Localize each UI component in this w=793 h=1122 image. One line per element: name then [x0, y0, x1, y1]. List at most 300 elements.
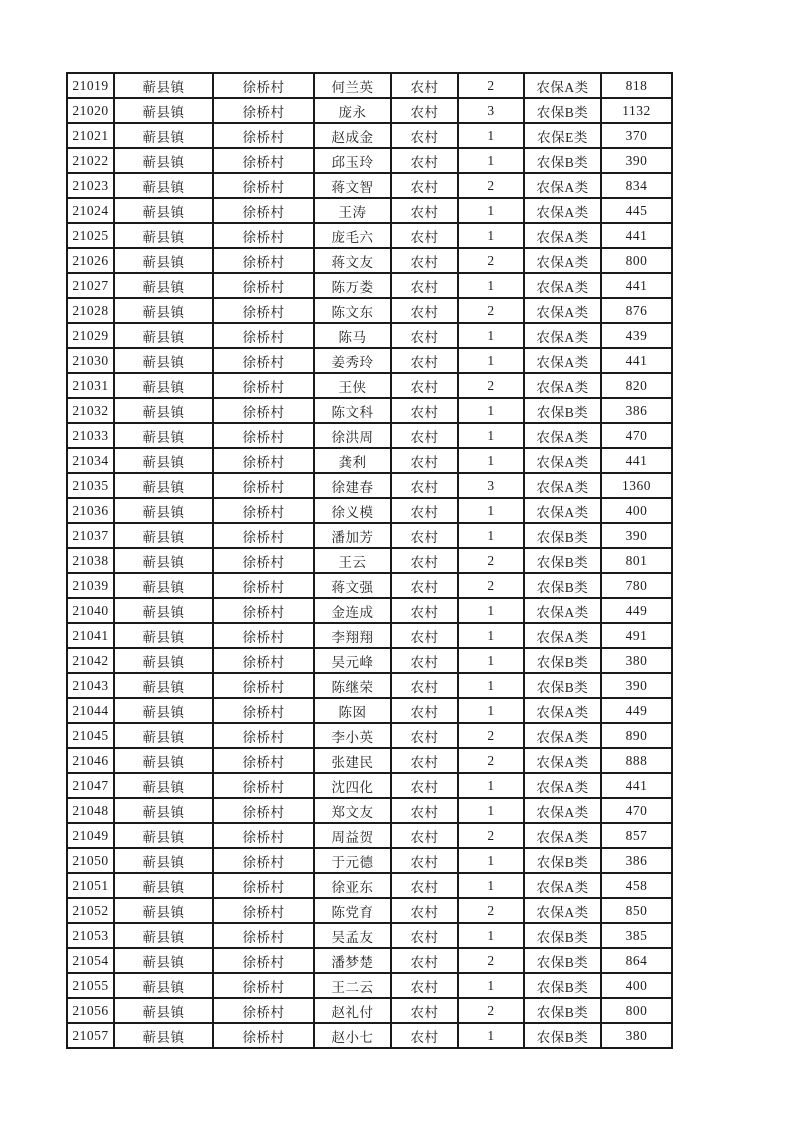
- village-cell: 徐桥村: [213, 248, 314, 273]
- town-cell: 蕲县镇: [114, 648, 213, 673]
- town-cell: 蕲县镇: [114, 248, 213, 273]
- table-row: [67, 1023, 672, 1048]
- table-row: [67, 498, 672, 523]
- record-id-cell: 21028: [67, 298, 114, 323]
- amount-cell: 857: [601, 823, 672, 848]
- insurance-category-cell: 农保B类: [524, 998, 601, 1023]
- town-cell: 蕲县镇: [114, 323, 213, 348]
- town-cell: 蕲县镇: [114, 223, 213, 248]
- household-count-cell: 2: [458, 748, 524, 773]
- table-row: [67, 148, 672, 173]
- record-id-cell: 21053: [67, 923, 114, 948]
- person-name-cell: 徐亚东: [314, 873, 391, 898]
- record-id-cell: 21047: [67, 773, 114, 798]
- residence-type-cell: 农村: [391, 448, 458, 473]
- insurance-category-cell: 农保A类: [524, 823, 601, 848]
- town-cell: 蕲县镇: [114, 148, 213, 173]
- person-name-cell: 李翔翔: [314, 623, 391, 648]
- table-row: [67, 998, 672, 1023]
- table-row: [67, 448, 672, 473]
- residence-type-cell: 农村: [391, 248, 458, 273]
- town-cell: 蕲县镇: [114, 823, 213, 848]
- residence-type-cell: 农村: [391, 523, 458, 548]
- person-name-cell: 于元德: [314, 848, 391, 873]
- residence-type-cell: 农村: [391, 673, 458, 698]
- town-cell: 蕲县镇: [114, 273, 213, 298]
- record-id-cell: 21038: [67, 548, 114, 573]
- record-id-cell: 21044: [67, 698, 114, 723]
- amount-cell: 888: [601, 748, 672, 773]
- amount-cell: 441: [601, 448, 672, 473]
- residence-type-cell: 农村: [391, 823, 458, 848]
- person-name-cell: 何兰英: [314, 73, 391, 98]
- residence-type-cell: 农村: [391, 423, 458, 448]
- residence-type-cell: 农村: [391, 498, 458, 523]
- town-cell: 蕲县镇: [114, 373, 213, 398]
- amount-cell: 380: [601, 1023, 672, 1048]
- residence-type-cell: 农村: [391, 873, 458, 898]
- village-cell: 徐桥村: [213, 973, 314, 998]
- record-id-cell: 21046: [67, 748, 114, 773]
- amount-cell: 801: [601, 548, 672, 573]
- insurance-category-cell: 农保B类: [524, 523, 601, 548]
- town-cell: 蕲县镇: [114, 173, 213, 198]
- amount-cell: 470: [601, 798, 672, 823]
- village-cell: 徐桥村: [213, 148, 314, 173]
- person-name-cell: 陈文东: [314, 298, 391, 323]
- record-id-cell: 21037: [67, 523, 114, 548]
- table-row: [67, 473, 672, 498]
- household-count-cell: 1: [458, 623, 524, 648]
- insurance-category-cell: 农保A类: [524, 248, 601, 273]
- village-cell: 徐桥村: [213, 448, 314, 473]
- village-cell: 徐桥村: [213, 298, 314, 323]
- household-count-cell: 1: [458, 498, 524, 523]
- amount-cell: 400: [601, 498, 672, 523]
- record-id-cell: 21043: [67, 673, 114, 698]
- person-name-cell: 陈马: [314, 323, 391, 348]
- household-count-cell: 1: [458, 323, 524, 348]
- table-row: [67, 398, 672, 423]
- residence-type-cell: 农村: [391, 123, 458, 148]
- table-row: [67, 848, 672, 873]
- person-name-cell: 陈继荣: [314, 673, 391, 698]
- village-cell: 徐桥村: [213, 348, 314, 373]
- household-count-cell: 2: [458, 73, 524, 98]
- person-name-cell: 陈囡: [314, 698, 391, 723]
- town-cell: 蕲县镇: [114, 873, 213, 898]
- table-row: [67, 348, 672, 373]
- insurance-category-cell: 农保B类: [524, 398, 601, 423]
- residence-type-cell: 农村: [391, 748, 458, 773]
- record-id-cell: 21031: [67, 373, 114, 398]
- amount-cell: 441: [601, 348, 672, 373]
- table-row: [67, 823, 672, 848]
- person-name-cell: 周益贺: [314, 823, 391, 848]
- insurance-category-cell: 农保B类: [524, 98, 601, 123]
- insurance-category-cell: 农保B类: [524, 973, 601, 998]
- amount-cell: 1360: [601, 473, 672, 498]
- amount-cell: 800: [601, 998, 672, 1023]
- household-count-cell: 1: [458, 223, 524, 248]
- town-cell: 蕲县镇: [114, 998, 213, 1023]
- insurance-category-cell: 农保A类: [524, 798, 601, 823]
- insurance-category-cell: 农保E类: [524, 123, 601, 148]
- amount-cell: 386: [601, 398, 672, 423]
- household-count-cell: 1: [458, 1023, 524, 1048]
- insurance-category-cell: 农保A类: [524, 348, 601, 373]
- residence-type-cell: 农村: [391, 348, 458, 373]
- household-count-cell: 2: [458, 573, 524, 598]
- insurance-category-cell: 农保A类: [524, 198, 601, 223]
- household-count-cell: 3: [458, 473, 524, 498]
- residence-type-cell: 农村: [391, 598, 458, 623]
- table-row: [67, 698, 672, 723]
- household-count-cell: 1: [458, 673, 524, 698]
- town-cell: 蕲县镇: [114, 98, 213, 123]
- table-row: [67, 773, 672, 798]
- household-count-cell: 2: [458, 898, 524, 923]
- household-count-cell: 1: [458, 273, 524, 298]
- town-cell: 蕲县镇: [114, 123, 213, 148]
- amount-cell: 441: [601, 273, 672, 298]
- amount-cell: 390: [601, 148, 672, 173]
- amount-cell: 449: [601, 598, 672, 623]
- household-count-cell: 2: [458, 248, 524, 273]
- residence-type-cell: 农村: [391, 723, 458, 748]
- town-cell: 蕲县镇: [114, 448, 213, 473]
- table-row: [67, 798, 672, 823]
- town-cell: 蕲县镇: [114, 698, 213, 723]
- household-count-cell: 2: [458, 173, 524, 198]
- table-row: [67, 98, 672, 123]
- record-id-cell: 21019: [67, 73, 114, 98]
- record-id-cell: 21048: [67, 798, 114, 823]
- residence-type-cell: 农村: [391, 1023, 458, 1048]
- household-count-cell: 1: [458, 773, 524, 798]
- town-cell: 蕲县镇: [114, 673, 213, 698]
- table-row: [67, 673, 672, 698]
- village-cell: 徐桥村: [213, 823, 314, 848]
- table-row: [67, 748, 672, 773]
- table-row: [67, 923, 672, 948]
- record-id-cell: 21040: [67, 598, 114, 623]
- household-count-cell: 3: [458, 98, 524, 123]
- village-cell: 徐桥村: [213, 273, 314, 298]
- record-id-cell: 21020: [67, 98, 114, 123]
- town-cell: 蕲县镇: [114, 898, 213, 923]
- record-id-cell: 21034: [67, 448, 114, 473]
- table-row: [67, 373, 672, 398]
- person-name-cell: 陈党育: [314, 898, 391, 923]
- village-cell: 徐桥村: [213, 673, 314, 698]
- insurance-category-cell: 农保A类: [524, 748, 601, 773]
- village-cell: 徐桥村: [213, 473, 314, 498]
- residence-type-cell: 农村: [391, 848, 458, 873]
- table-row: [67, 898, 672, 923]
- person-name-cell: 徐建春: [314, 473, 391, 498]
- amount-cell: 470: [601, 423, 672, 448]
- household-count-cell: 1: [458, 698, 524, 723]
- town-cell: 蕲县镇: [114, 923, 213, 948]
- insurance-category-cell: 农保B类: [524, 573, 601, 598]
- records-table-body: [67, 73, 672, 1048]
- table-row: [67, 573, 672, 598]
- table-row: [67, 198, 672, 223]
- amount-cell: 380: [601, 648, 672, 673]
- record-id-cell: 21052: [67, 898, 114, 923]
- residence-type-cell: 农村: [391, 573, 458, 598]
- amount-cell: 390: [601, 673, 672, 698]
- town-cell: 蕲县镇: [114, 298, 213, 323]
- town-cell: 蕲县镇: [114, 198, 213, 223]
- household-count-cell: 1: [458, 923, 524, 948]
- insurance-category-cell: 农保B类: [524, 1023, 601, 1048]
- table-row: [67, 723, 672, 748]
- person-name-cell: 蒋文友: [314, 248, 391, 273]
- household-count-cell: 1: [458, 148, 524, 173]
- household-count-cell: 1: [458, 398, 524, 423]
- person-name-cell: 陈万娄: [314, 273, 391, 298]
- table-row: [67, 973, 672, 998]
- village-cell: 徐桥村: [213, 523, 314, 548]
- village-cell: 徐桥村: [213, 173, 314, 198]
- person-name-cell: 王云: [314, 548, 391, 573]
- amount-cell: 491: [601, 623, 672, 648]
- amount-cell: 449: [601, 698, 672, 723]
- amount-cell: 780: [601, 573, 672, 598]
- town-cell: 蕲县镇: [114, 1023, 213, 1048]
- record-id-cell: 21054: [67, 948, 114, 973]
- amount-cell: 439: [601, 323, 672, 348]
- person-name-cell: 郑文友: [314, 798, 391, 823]
- village-cell: 徐桥村: [213, 848, 314, 873]
- record-id-cell: 21033: [67, 423, 114, 448]
- household-count-cell: 1: [458, 798, 524, 823]
- table-row: [67, 948, 672, 973]
- residence-type-cell: 农村: [391, 198, 458, 223]
- household-count-cell: 1: [458, 423, 524, 448]
- amount-cell: 850: [601, 898, 672, 923]
- town-cell: 蕲县镇: [114, 798, 213, 823]
- village-cell: 徐桥村: [213, 873, 314, 898]
- person-name-cell: 沈四化: [314, 773, 391, 798]
- insurance-category-cell: 农保A类: [524, 723, 601, 748]
- record-id-cell: 21021: [67, 123, 114, 148]
- person-name-cell: 庞永: [314, 98, 391, 123]
- residence-type-cell: 农村: [391, 798, 458, 823]
- village-cell: 徐桥村: [213, 98, 314, 123]
- table-row: [67, 73, 672, 98]
- town-cell: 蕲县镇: [114, 748, 213, 773]
- village-cell: 徐桥村: [213, 123, 314, 148]
- table-row: [67, 648, 672, 673]
- residence-type-cell: 农村: [391, 773, 458, 798]
- insurance-category-cell: 农保A类: [524, 898, 601, 923]
- table-row: [67, 223, 672, 248]
- household-count-cell: 2: [458, 723, 524, 748]
- record-id-cell: 21025: [67, 223, 114, 248]
- record-id-cell: 21049: [67, 823, 114, 848]
- village-cell: 徐桥村: [213, 498, 314, 523]
- residence-type-cell: 农村: [391, 623, 458, 648]
- village-cell: 徐桥村: [213, 198, 314, 223]
- village-cell: 徐桥村: [213, 398, 314, 423]
- household-count-cell: 1: [458, 198, 524, 223]
- person-name-cell: 王涛: [314, 198, 391, 223]
- insurance-category-cell: 农保A类: [524, 498, 601, 523]
- record-id-cell: 21050: [67, 848, 114, 873]
- table-row: [67, 298, 672, 323]
- person-name-cell: 李小英: [314, 723, 391, 748]
- person-name-cell: 吴孟友: [314, 923, 391, 948]
- insurance-category-cell: 农保B类: [524, 648, 601, 673]
- record-id-cell: 21051: [67, 873, 114, 898]
- town-cell: 蕲县镇: [114, 498, 213, 523]
- amount-cell: 1132: [601, 98, 672, 123]
- village-cell: 徐桥村: [213, 223, 314, 248]
- person-name-cell: 金连成: [314, 598, 391, 623]
- table-row: [67, 548, 672, 573]
- table-row: [67, 323, 672, 348]
- residence-type-cell: 农村: [391, 373, 458, 398]
- insurance-category-cell: 农保B类: [524, 548, 601, 573]
- person-name-cell: 潘加芳: [314, 523, 391, 548]
- town-cell: 蕲县镇: [114, 848, 213, 873]
- town-cell: 蕲县镇: [114, 523, 213, 548]
- residence-type-cell: 农村: [391, 223, 458, 248]
- person-name-cell: 王侠: [314, 373, 391, 398]
- town-cell: 蕲县镇: [114, 623, 213, 648]
- insurance-category-cell: 农保A类: [524, 448, 601, 473]
- village-cell: 徐桥村: [213, 373, 314, 398]
- residence-type-cell: 农村: [391, 473, 458, 498]
- table-row: [67, 423, 672, 448]
- town-cell: 蕲县镇: [114, 398, 213, 423]
- village-cell: 徐桥村: [213, 73, 314, 98]
- person-name-cell: 邱玉玲: [314, 148, 391, 173]
- residence-type-cell: 农村: [391, 98, 458, 123]
- household-count-cell: 1: [458, 848, 524, 873]
- residence-type-cell: 农村: [391, 648, 458, 673]
- village-cell: 徐桥村: [213, 698, 314, 723]
- town-cell: 蕲县镇: [114, 423, 213, 448]
- insurance-category-cell: 农保B类: [524, 673, 601, 698]
- table-row: [67, 598, 672, 623]
- town-cell: 蕲县镇: [114, 973, 213, 998]
- records-table-container: [66, 72, 673, 1049]
- household-count-cell: 1: [458, 348, 524, 373]
- insurance-category-cell: 农保A类: [524, 623, 601, 648]
- household-count-cell: 1: [458, 448, 524, 473]
- residence-type-cell: 农村: [391, 923, 458, 948]
- person-name-cell: 蒋文强: [314, 573, 391, 598]
- village-cell: 徐桥村: [213, 648, 314, 673]
- village-cell: 徐桥村: [213, 1023, 314, 1048]
- amount-cell: 800: [601, 248, 672, 273]
- table-row: [67, 123, 672, 148]
- person-name-cell: 陈文科: [314, 398, 391, 423]
- amount-cell: 441: [601, 223, 672, 248]
- household-count-cell: 2: [458, 948, 524, 973]
- table-row: [67, 273, 672, 298]
- village-cell: 徐桥村: [213, 923, 314, 948]
- village-cell: 徐桥村: [213, 573, 314, 598]
- amount-cell: 400: [601, 973, 672, 998]
- household-count-cell: 1: [458, 648, 524, 673]
- record-id-cell: 21022: [67, 148, 114, 173]
- amount-cell: 864: [601, 948, 672, 973]
- residence-type-cell: 农村: [391, 148, 458, 173]
- town-cell: 蕲县镇: [114, 598, 213, 623]
- person-name-cell: 庞毛六: [314, 223, 391, 248]
- record-id-cell: 21023: [67, 173, 114, 198]
- record-id-cell: 21036: [67, 498, 114, 523]
- amount-cell: 370: [601, 123, 672, 148]
- record-id-cell: 21026: [67, 248, 114, 273]
- household-count-cell: 2: [458, 548, 524, 573]
- insurance-category-cell: 农保A类: [524, 698, 601, 723]
- insurance-category-cell: 农保B类: [524, 148, 601, 173]
- town-cell: 蕲县镇: [114, 723, 213, 748]
- person-name-cell: 徐义模: [314, 498, 391, 523]
- residence-type-cell: 农村: [391, 998, 458, 1023]
- person-name-cell: 龚利: [314, 448, 391, 473]
- record-id-cell: 21056: [67, 998, 114, 1023]
- residence-type-cell: 农村: [391, 323, 458, 348]
- person-name-cell: 徐洪周: [314, 423, 391, 448]
- person-name-cell: 潘梦楚: [314, 948, 391, 973]
- town-cell: 蕲县镇: [114, 573, 213, 598]
- amount-cell: 890: [601, 723, 672, 748]
- amount-cell: 458: [601, 873, 672, 898]
- amount-cell: 876: [601, 298, 672, 323]
- record-id-cell: 21027: [67, 273, 114, 298]
- village-cell: 徐桥村: [213, 773, 314, 798]
- village-cell: 徐桥村: [213, 898, 314, 923]
- household-count-cell: 2: [458, 298, 524, 323]
- insurance-category-cell: 农保A类: [524, 273, 601, 298]
- record-id-cell: 21055: [67, 973, 114, 998]
- record-id-cell: 21041: [67, 623, 114, 648]
- amount-cell: 390: [601, 523, 672, 548]
- village-cell: 徐桥村: [213, 598, 314, 623]
- town-cell: 蕲县镇: [114, 948, 213, 973]
- residence-type-cell: 农村: [391, 298, 458, 323]
- household-count-cell: 1: [458, 523, 524, 548]
- village-cell: 徐桥村: [213, 723, 314, 748]
- table-row: [67, 173, 672, 198]
- village-cell: 徐桥村: [213, 948, 314, 973]
- town-cell: 蕲县镇: [114, 73, 213, 98]
- record-id-cell: 21039: [67, 573, 114, 598]
- records-table: [66, 72, 673, 1049]
- record-id-cell: 21035: [67, 473, 114, 498]
- person-name-cell: 蒋文智: [314, 173, 391, 198]
- residence-type-cell: 农村: [391, 73, 458, 98]
- village-cell: 徐桥村: [213, 423, 314, 448]
- table-row: [67, 248, 672, 273]
- household-count-cell: 2: [458, 998, 524, 1023]
- town-cell: 蕲县镇: [114, 473, 213, 498]
- person-name-cell: 赵成金: [314, 123, 391, 148]
- village-cell: 徐桥村: [213, 798, 314, 823]
- insurance-category-cell: 农保A类: [524, 223, 601, 248]
- amount-cell: 818: [601, 73, 672, 98]
- insurance-category-cell: 农保A类: [524, 598, 601, 623]
- insurance-category-cell: 农保A类: [524, 323, 601, 348]
- insurance-category-cell: 农保B类: [524, 848, 601, 873]
